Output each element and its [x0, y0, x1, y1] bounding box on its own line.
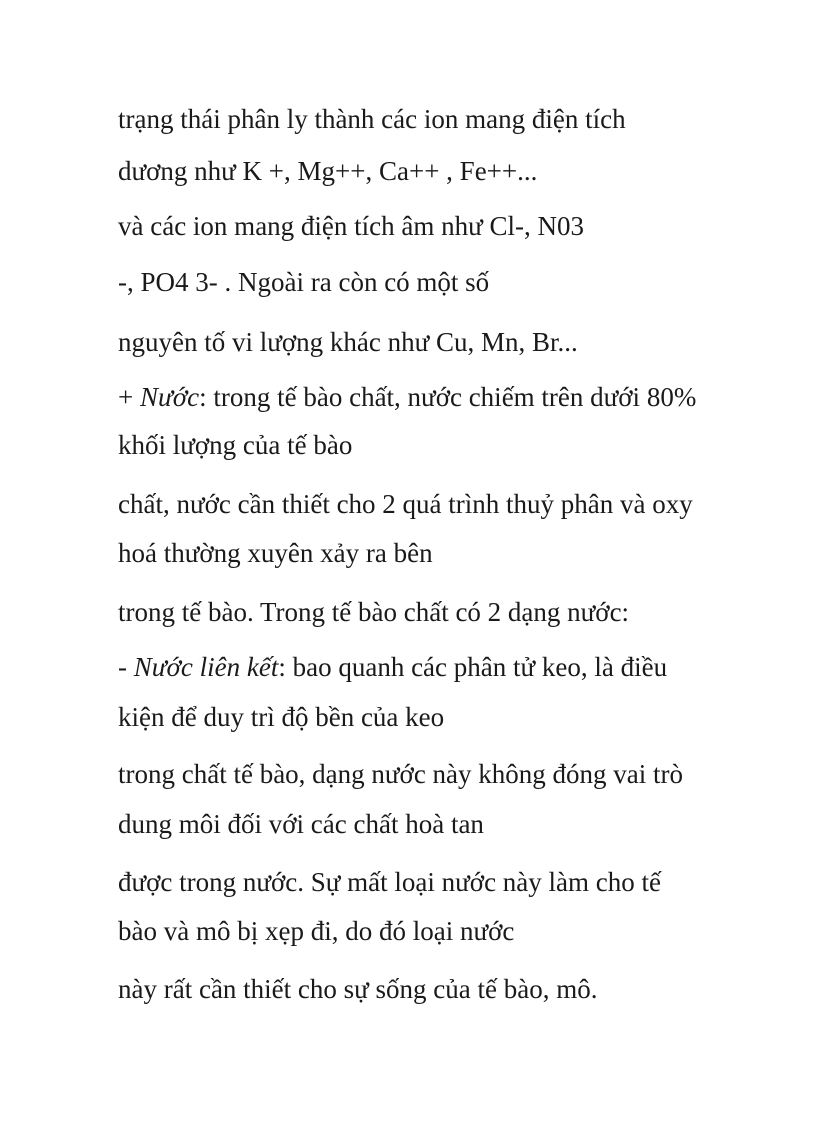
italic-term: Nước liên kết	[133, 652, 279, 682]
text-line: nguyên tố vi lượng khác như Cu, Mn, Br...	[118, 327, 578, 357]
text-line: -, PO4 3- . Ngoài ra còn có một số	[118, 267, 490, 297]
italic-term: Nước	[139, 382, 200, 412]
line-prefix: -	[118, 652, 134, 682]
text-line: dương như K +, Mg++, Ca++ , Fe++...	[118, 156, 538, 186]
text-line-nuoc	[118, 381, 696, 413]
text-line: khối lượng của tế bào	[118, 430, 353, 460]
text-line: dung môi đối với các chất hoà tan	[118, 809, 484, 839]
text-line-nuoc-lien-ket	[118, 651, 667, 683]
text-line: trong chất tế bào, dạng nước này không đóng vai trò	[118, 759, 684, 789]
line-suffix: : bao quanh các phân tử keo, là điều	[278, 652, 668, 682]
line-suffix: : trong tế bào chất, nước chiếm trên dưới 80%	[199, 382, 697, 412]
text-line: này rất cần thiết cho sự sống của tế bào, mô.	[118, 974, 598, 1004]
text-line: chất, nước cần thiết cho 2 quá trình thuỷ phân và oxy	[118, 489, 693, 519]
text-line: trạng thái phân ly thành các ion mang điện tích	[118, 104, 626, 134]
text-line: trong tế bào. Trong tế bào chất có 2 dạng nước:	[118, 597, 630, 627]
text-line: được trong nước. Sự mất loại nước này làm cho tế	[118, 867, 661, 897]
text-line: và các ion mang điện tích âm như Cl-, N03	[118, 211, 585, 241]
text-line: hoá thường xuyên xảy ra bên	[118, 538, 433, 568]
text-line: kiện để duy trì độ bền của keo	[118, 702, 445, 732]
line-prefix: +	[118, 382, 140, 412]
text-line: bào và mô bị xẹp đi, do đó loại nước	[118, 916, 515, 946]
